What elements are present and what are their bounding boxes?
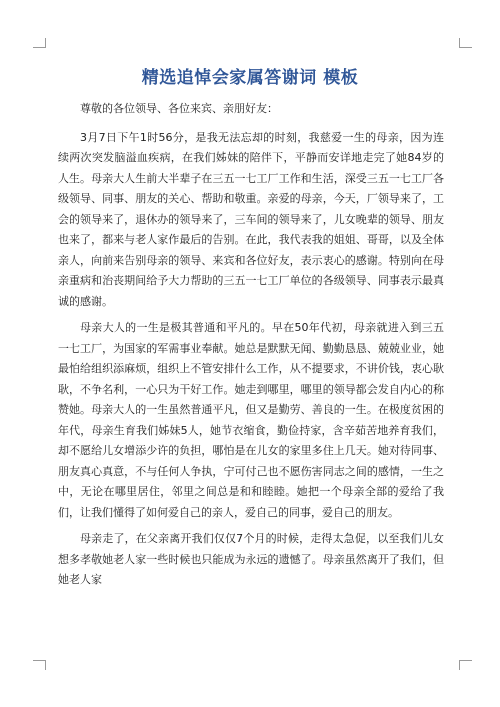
paragraph-3: 母亲走了，在父亲离开我们仅仅7个月的时候，走得太急促，以至我们儿女想多孝敬她老人家一些时候也只能成为永远的遗憾了。母亲虽然离开了我们，但她老人家 [58,532,444,586]
document-title: 精选追悼会家属答谢词 模板 [141,68,359,88]
document-body [58,99,444,597]
paragraph-2: 母亲大人的一生是极其普通和平凡的。早在50年代初，母亲就进入到三五一七工厂，为国家的军需事业奉献。她总是默默无闻、勤勤恳恳、兢兢业业，她最怕给组织添麻烦，组织上不管安排什么工作，从不提要求，不讲价钱，衷心耿耿，不争名利，一心只为干好工作。她走到哪里，哪里的领导都会发自内心的称赞她。母亲大人的一生虽然普通平凡，但又是勤劳、善良的一生。在极度贫困的年代，母亲生育我们姊妹5人，她节衣缩食，勤俭持家，含辛茹苦地养育我们，却不愿给儿女增添少许的负担，哪怕是在儿女的家里多住上几天。她对待同事、朋友真心真意，不与任何人争执，宁可付己也不愿伤害同志之间的感情，一生之中，无论在哪里居住，邻里之间总是和和睦睦。她把一个母亲全部的爱给了我们，让我们懂得了如何爱自己的亲人，爱自己的同事，爱自己的朋友。 [58,321,444,519]
crop-mark-top-left [33,38,46,48]
crop-mark-bottom-right [459,660,472,670]
crop-mark-bottom-left [33,660,46,670]
crop-mark-top-right [459,38,472,48]
salutation: 尊敬的各位领导、各位来宾、亲朋好友： [80,102,278,115]
paragraph-1: 3月7日下午1时56分，是我无法忘却的时刻，我慈爱一生的母亲，因为连续两次突发脑溢血疾病，在我们姊妹的陪伴下，平静而安详地走完了她84岁的人生。母亲大人生前大半辈子在三五一七工厂工作和生活，深受三五一七工厂各级领导、同事、朋友的关心、帮助和敬重。亲爱的母亲，今天，厂领导来了，工会的领导来了，退休办的领导来了，三车间的领导来了，儿女晚辈的领导、朋友也来了，都来与老人家作最后的告别。在此，我代表我的姐姐、哥哥，以及全体亲人，向前来告别母亲的领导、来宾和各位好友，表示衷心的感谢。特别向在母亲重病和治丧期间给予大力帮助的三五一七工厂单位的各级领导、同事表示最真诚的感谢。 [58,130,444,308]
